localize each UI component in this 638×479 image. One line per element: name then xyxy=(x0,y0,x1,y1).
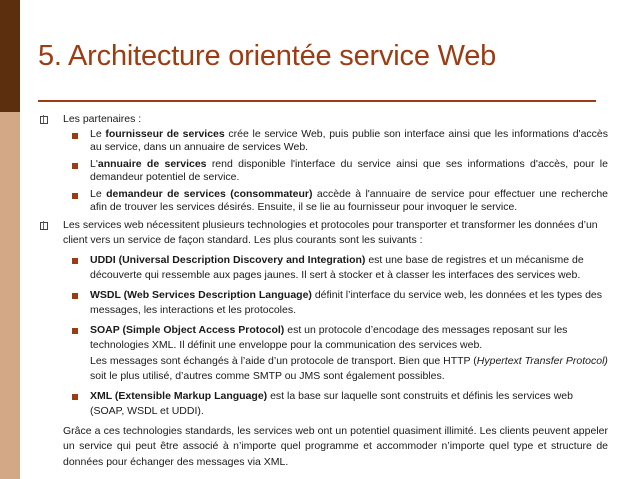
technology-description: est la base sur laquelle sont construits et définis les services web (SOAP, WSDL et UDDI). xyxy=(90,389,573,417)
technology-name: XML (Extensible Markup Language) xyxy=(90,389,268,402)
sidebar-accent-dark xyxy=(0,0,20,112)
partner-item xyxy=(38,158,608,184)
partner-description: crée le service Web, puis publie son interface ainsi que les informations d'accès au service, dans un annuaire de services Web. xyxy=(90,127,608,153)
technology-item xyxy=(38,323,608,354)
soap-note-text: Les messages sont échangés à l’aide d’un protocole de transport. Bien que HTTP ( xyxy=(90,354,477,367)
partner-description: rend disponible l'interface du service ainsi que ses informations d'accès, pour le demandeur potentiel de service. xyxy=(90,157,608,183)
partner-role: fournisseur de services xyxy=(105,127,225,140)
partner-role: demandeur de services (consommateur) xyxy=(106,187,313,200)
technology-item xyxy=(38,389,608,420)
partner-prefix: Le xyxy=(90,127,106,140)
filled-square-bullet-icon xyxy=(72,133,78,139)
soap-note xyxy=(38,354,608,385)
technology-name: SOAP (Simple Object Access Protocol) xyxy=(90,323,285,336)
square-bullet-icon xyxy=(40,222,48,230)
filled-square-bullet-icon xyxy=(72,163,78,169)
soap-note-italic: Hypertext Transfer Protocol) xyxy=(476,354,608,367)
square-bullet-icon xyxy=(40,116,48,124)
technology-description: est un protocole d’encodage des messages reposant sur les technologies XML. Il définit une enveloppe pour la communication des services web. xyxy=(90,323,568,351)
filled-square-bullet-icon xyxy=(72,258,78,264)
sidebar-accent-light xyxy=(0,112,20,479)
bullet-partners xyxy=(38,112,608,128)
partners-intro: Les partenaires : xyxy=(63,113,142,125)
partner-item xyxy=(38,128,608,154)
partner-item xyxy=(38,188,608,214)
title-underline xyxy=(38,100,596,102)
filled-square-bullet-icon xyxy=(72,293,78,299)
bullet-technologies xyxy=(38,218,608,249)
filled-square-bullet-icon xyxy=(72,394,78,400)
partner-description: accède à l'annuaire de service pour effectuer une recherche afin de trouver les services désirés. Ensuite, il se lie au fournisseur pour invoquer le service. xyxy=(90,187,608,213)
slide-body xyxy=(38,112,608,470)
partner-role: annuaire de services xyxy=(97,157,207,170)
partner-prefix: L' xyxy=(90,157,98,170)
technology-item xyxy=(38,288,608,319)
conclusion-paragraph: Grâce a ces technologies standards, les services web ont un potentiel quasiment illimité. Les clients peuvent appeler un service qui peut être associé à n’importe quel programme et accommoder n’importe quel type et structure de données pour échanger des messages via XML. xyxy=(63,424,608,468)
technology-name: WSDL (Web Services Description Language) xyxy=(90,288,312,301)
partner-prefix: Le xyxy=(90,187,107,200)
technologies-intro: Les services web nécessitent plusieurs technologies et protocoles pour transporter et transformer les données d’un client vers un service de façon standard. Les plus courants sont les suivants : xyxy=(63,218,598,246)
filled-square-bullet-icon xyxy=(72,193,78,199)
filled-square-bullet-icon xyxy=(72,328,78,334)
technology-description: est une base de registres et un mécanisme de découverte qui ressemble aux pages jaunes. Il sert à stocker et à classer les interfaces des services web. xyxy=(90,253,584,281)
slide-title: 5. Architecture orientée service Web xyxy=(38,40,497,72)
soap-note-text-end: soit le plus utilisé, d’autres comme SMTP ou JMS sont également possibles. xyxy=(90,370,445,382)
technology-item xyxy=(38,253,608,284)
technology-description: définit l’interface du service web, les données et les types des messages, les interactions et les protocoles. xyxy=(90,288,602,316)
technology-name: UDDI (Universal Description Discovery and Integration) xyxy=(90,253,366,266)
